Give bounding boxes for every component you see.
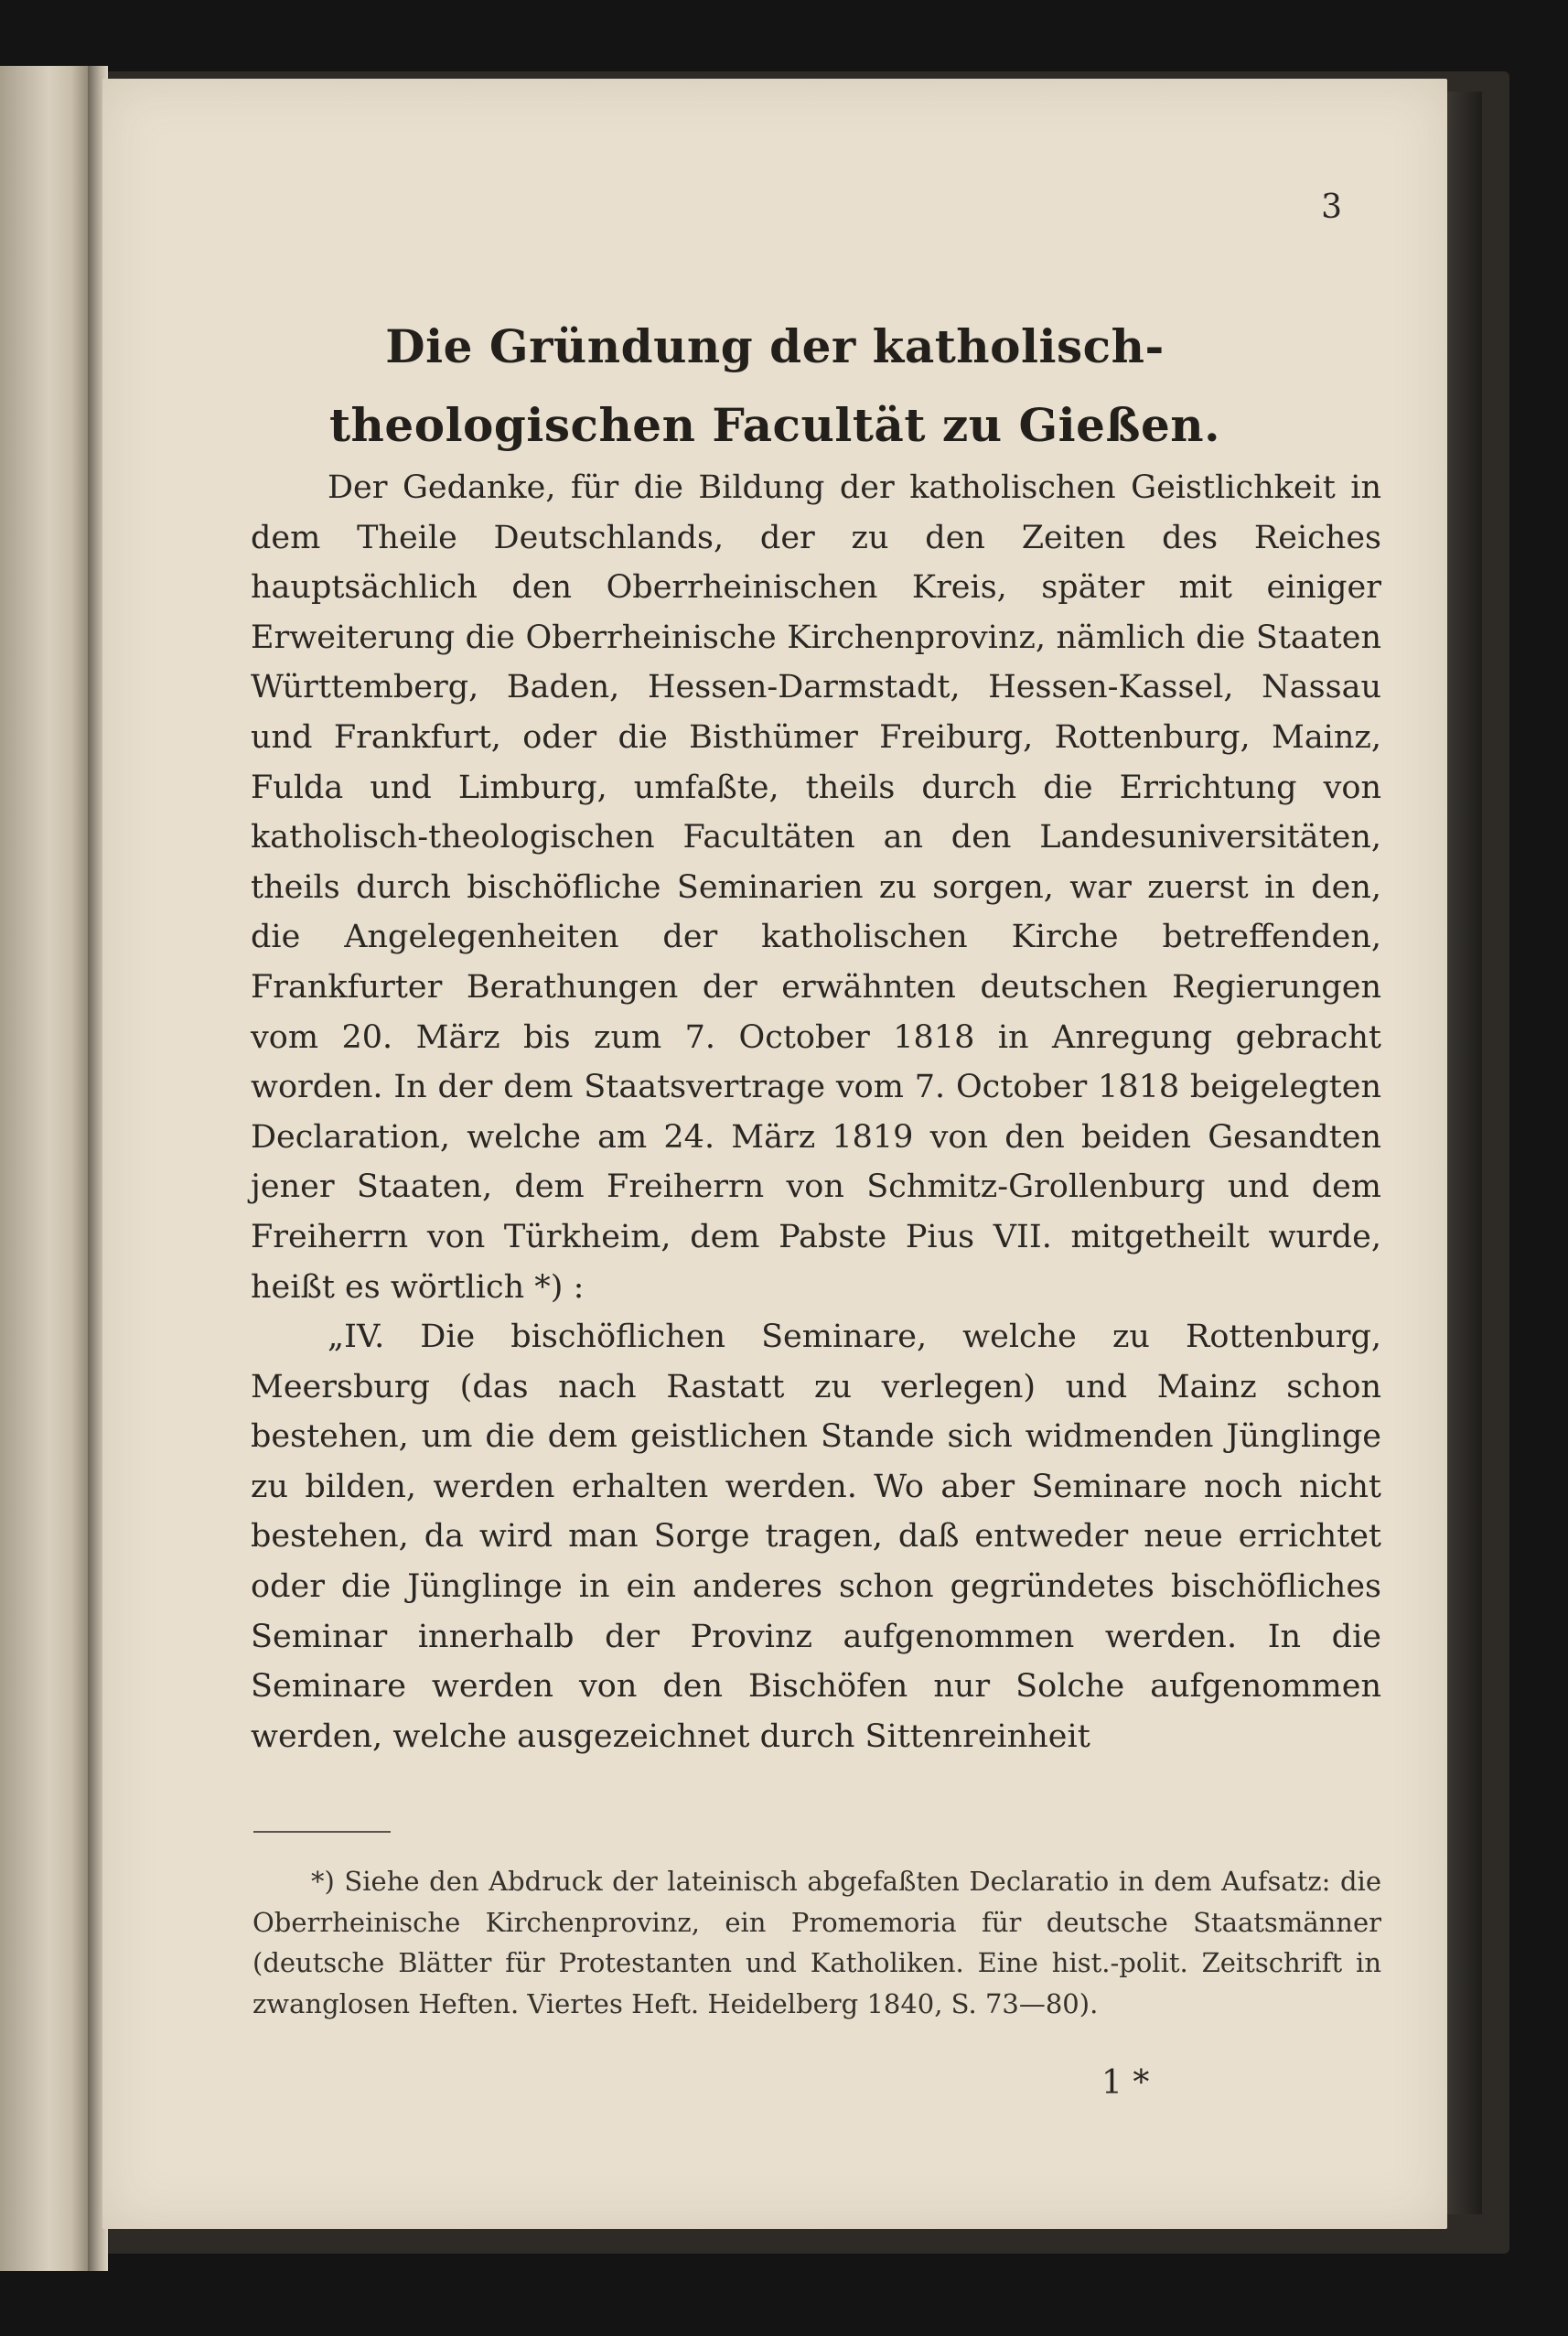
paragraph: Der Gedanke, für die Bildung der katholischen Geistlichkeit in dem Theile Deutschlands, der zu den Zeiten des Reiches hauptsächlich den Oberrheinischen Kreis, später mit einiger Erweiterung die Oberrheinische Kirchenprovinz, nämlich die Staaten Württemberg, Baden, Hessen-Darmstadt, Hessen-Kassel, Nassau und Frankfurt, oder die Bisthümer Freiburg, Rottenburg, Mainz, Fulda und Limburg, umfaßte, theils durch die Errichtung von katholisch-theologischen Facultäten an den Landesuniversitäten, theils durch bischöfliche Seminarien zu sorgen, war zuerst in den, die Angelegenheiten der katholischen Kirche betreffenden, Frankfurter Berathungen der erwähnten deutschen Regierungen vom 20. März bis zum 7. October 1818 in Anregung gebracht worden. In der dem Staatsvertrage vom 7. October 1818 beigelegten Declaration, welche am 24. März 1819 von den beiden Gesandten jener Staaten, dem Freiherrn von Schmitz-Grollenburg und dem Freiherrn von Türkheim, dem Pabste Pius VII. mitgetheilt wurde, heißt es wörtlich *) : <box>251 469 1381 1306</box>
paragraph: „IV. Die bischöflichen Seminare, welche zu Rottenburg, Meersburg (das nach Rastatt zu verlegen) und Mainz schon bestehen, um die dem geistlichen Stande sich widmenden Jünglinge zu bilden, werden erhalten werden. Wo aber Seminare noch nicht bestehen, da wird man Sorge tragen, daß entweder neue errichtet oder die Jünglinge in ein anderes schon gegründetes bischöfliches Seminar innerhalb der Provinz aufgenommen werden. In die Seminare werden von den Bischöfen nur Solche aufgenommen werden, welche ausgezeichnet durch Sittenreinheit <box>251 1319 1381 1755</box>
footnote: *) Siehe den Abdruck der lateinisch abgefaßten Declaratio in dem Aufsatz: die Oberrheinische Kirchenprovinz, ein Promemoria für deutsche Staatsmänner (deutsche Blätter für Protestanten und Katholiken. Eine hist.-polit. Zeitschrift in zwanglosen Heften. Viertes Heft. Heidelberg 1840, S. 73—80). <box>252 1866 1381 2019</box>
left-page-edge <box>0 66 90 2271</box>
page-number: 3 <box>1321 188 1342 226</box>
chapter-title: Die Gründung der katholisch-theologischen Facultät zu Gießen. <box>328 319 1221 452</box>
book-page <box>102 79 1447 2229</box>
footnote-divider <box>253 1831 391 1833</box>
signature-mark: 1 * <box>1101 2064 1150 2102</box>
body-text <box>251 463 1381 1761</box>
right-cover-edge <box>1447 92 1482 2214</box>
